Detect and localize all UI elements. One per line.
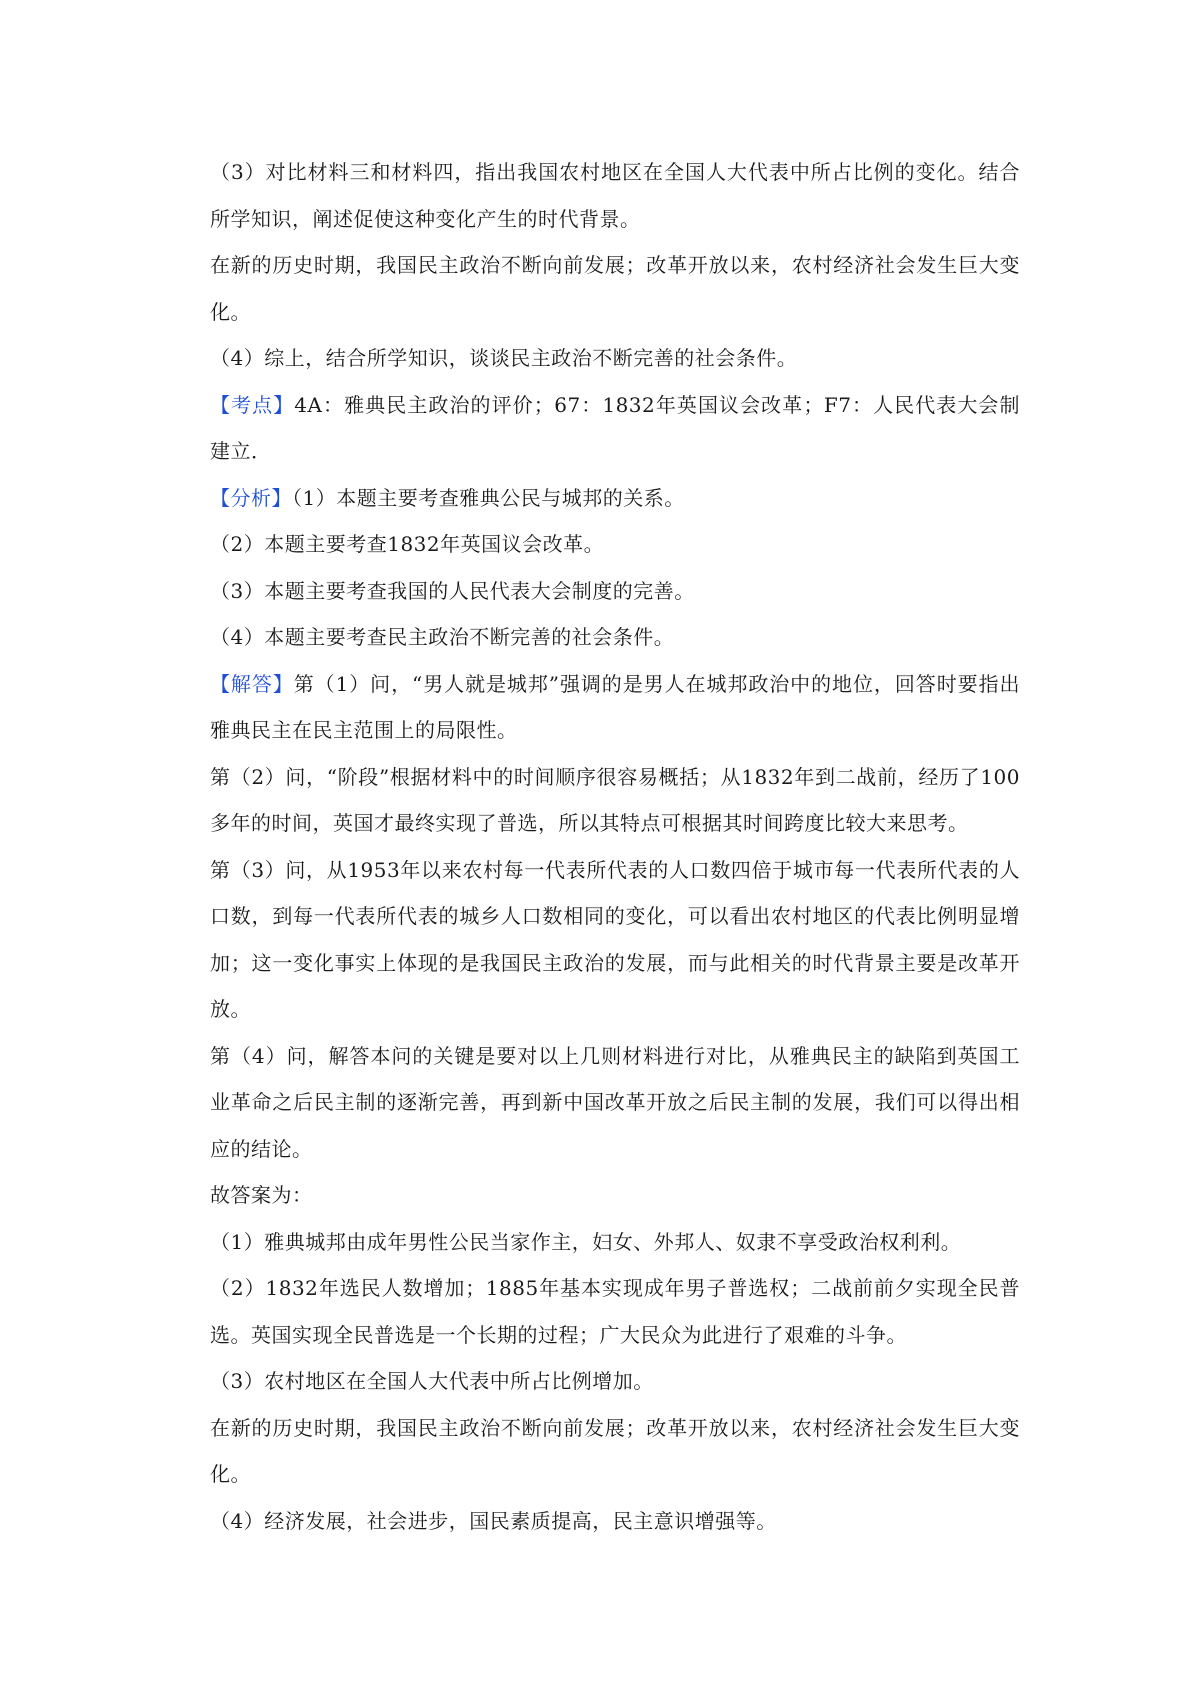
- answer-1: [210, 1219, 1020, 1266]
- kaodian-paragraph: [210, 382, 1020, 475]
- paragraph-text: （4）本题主要考查民主政治不断完善的社会条件。: [210, 625, 675, 649]
- answer-3-background: [210, 1405, 1020, 1498]
- paragraph-text: （3）本题主要考查我国的人民代表大会制度的完善。: [210, 578, 695, 603]
- fenxi-tag: 【分析】: [210, 485, 292, 510]
- paragraph-text: （1）雅典城邦由成年男性公民当家作主，妇女、外邦人、奴隶不享受政治权利利。: [210, 1229, 962, 1254]
- paragraph-text: （4）经济发展，社会进步，国民素质提高，民主意识增强等。: [210, 1508, 777, 1533]
- paragraph-text: （3）农村地区在全国人大代表中所占比例增加。: [210, 1369, 654, 1393]
- answer-3: [210, 1358, 1020, 1405]
- jieda-part-4: [210, 1033, 1020, 1173]
- question-3-answer: [210, 242, 1020, 335]
- jieda-paragraph: [210, 661, 1020, 754]
- paragraph-text: 第（2）问，“阶段”根据材料中的时间顺序很容易概括；从1832年到二战前，经历了100多年的时间，英国才最终实现了普选，所以其特点可根据其时间跨度比较大来思考。: [210, 764, 1020, 835]
- fenxi-item-3: [210, 568, 1020, 615]
- paragraph-text: （4）综上，结合所学知识，谈谈民主政治不断完善的社会条件。: [210, 346, 798, 370]
- paragraph-text: （2）本题主要考查1832年英国议会改革。: [210, 532, 605, 556]
- paragraph-text: （2）1832年选民人数增加；1885年基本实现成年男子普选权；二战前前夕实现全民普选。英国实现全民普选是一个长期的过程；广大民众为此进行了艰难的斗争。: [210, 1276, 1020, 1347]
- answer-2: [210, 1265, 1020, 1358]
- answer-intro: [210, 1172, 1020, 1219]
- paragraph-text: （1）本题主要考查雅典公民与城邦的关系。: [292, 485, 685, 510]
- fenxi-paragraph: [210, 475, 1020, 522]
- fenxi-item-4: [210, 614, 1020, 661]
- question-4-prompt: [210, 335, 1020, 382]
- jieda-part-3: [210, 847, 1020, 1033]
- jieda-part-2: [210, 754, 1020, 847]
- paragraph-text: 第（4）问，解答本问的关键是要对以上几则材料进行对比，从雅典民主的缺陷到英国工业革命之后民主制的逐渐完善，再到新中国改革开放之后民主制的发展，我们可以得出相应的结论。: [210, 1043, 1020, 1161]
- jieda-tag: 【解答】: [210, 671, 294, 696]
- document-body: [210, 149, 1020, 1544]
- paragraph-text: 4A：雅典民主政治的评价；67：1832年英国议会改革；F7：人民代表大会制建立．: [210, 392, 1021, 463]
- paragraph-text: 第（3）问，从1953年以来农村每一代表所代表的人口数四倍于城市每一代表所代表的人口数，到每一代表所代表的城乡人口数相同的变化，可以看出农村地区的代表比例明显增加；这一变化事实上体现的是我国民主政治的发展，而与此相关的时代背景主要是改革开放。: [210, 857, 1020, 1021]
- paragraph-text: 在新的历史时期，我国民主政治不断向前发展；改革开放以来，农村经济社会发生巨大变化。: [210, 253, 1020, 324]
- answer-4: [210, 1498, 1020, 1545]
- paragraph-text: 第（1）问，“男人就是城邦”强调的是男人在城邦政治中的地位，回答时要指出雅典民主在民主范围上的局限性。: [210, 671, 1020, 742]
- fenxi-item-2: [210, 521, 1020, 568]
- kaodian-tag: 【考点】: [210, 392, 295, 417]
- paragraph-text: 故答案为：: [210, 1183, 313, 1207]
- question-3-prompt: [210, 149, 1020, 242]
- paragraph-text: 在新的历史时期，我国民主政治不断向前发展；改革开放以来，农村经济社会发生巨大变化。: [210, 1415, 1020, 1486]
- paragraph-text: （3）对比材料三和材料四，指出我国农村地区在全国人大代表中所占比例的变化。结合所学知识，阐述促使这种变化产生的时代背景。: [210, 160, 1020, 231]
